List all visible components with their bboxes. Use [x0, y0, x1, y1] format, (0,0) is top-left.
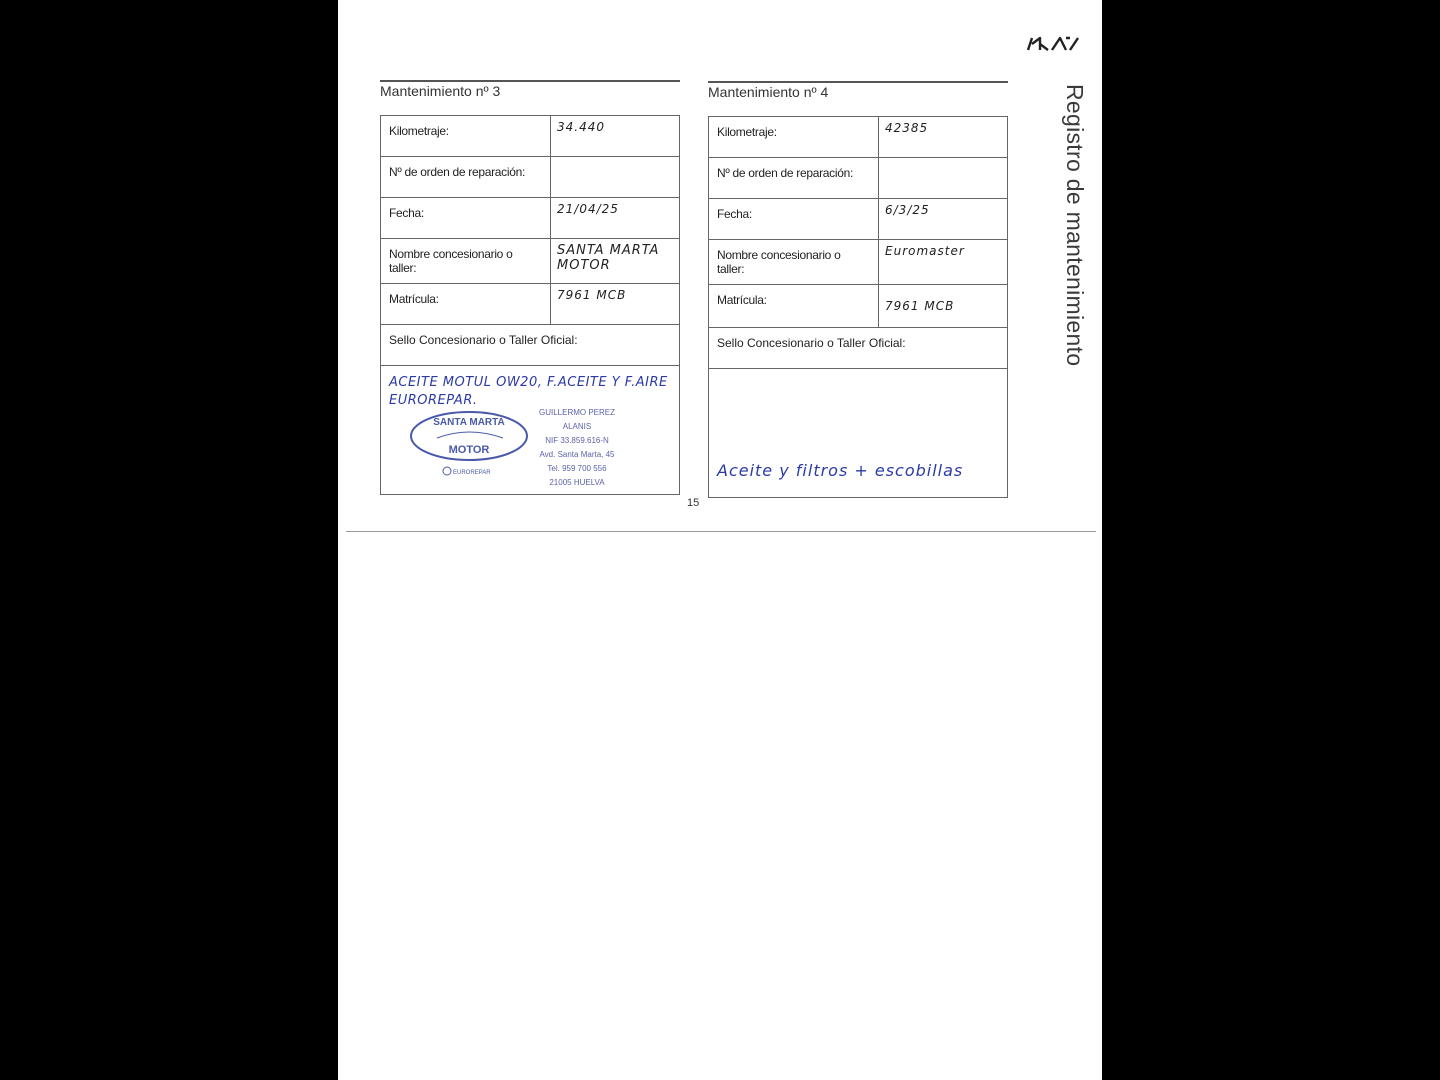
- field-value-orden: [551, 157, 680, 198]
- row-matricula: [381, 284, 680, 325]
- maintenance-form-table: [708, 116, 1008, 498]
- field-value-kilometraje: 42385: [879, 117, 1008, 158]
- field-label: Fecha:: [381, 198, 551, 239]
- page-number: 15: [687, 497, 700, 509]
- field-value-concesionario: Euromaster: [879, 240, 1008, 285]
- page-divider: [346, 531, 1096, 532]
- stamp-area: [381, 366, 680, 495]
- stamp-address-line: Tel. 959 700 556: [547, 464, 607, 473]
- stamp-bottom-text: MOTOR: [448, 444, 490, 456]
- field-value-concesionario: SANTA MARTA MOTOR: [551, 239, 680, 284]
- row-orden: [709, 158, 1008, 199]
- row-concesionario: [381, 239, 680, 284]
- row-sello: [709, 369, 1008, 498]
- field-label: Nombre concesionario o taller:: [381, 239, 551, 284]
- section-title: Mantenimiento nº 3: [380, 80, 680, 113]
- maintenance-section-4: [708, 81, 1008, 498]
- handwritten-note: Aceite y filtros + escobillas: [717, 461, 964, 480]
- field-label: Nº de orden de reparación:: [381, 157, 551, 198]
- row-concesionario: [709, 240, 1008, 285]
- stamp-address-line: 21005 HUELVA: [549, 478, 605, 487]
- dealer-stamp: [407, 408, 537, 478]
- row-fecha: [709, 199, 1008, 240]
- row-matricula: [709, 285, 1008, 328]
- row-fecha: [381, 198, 680, 239]
- stamp-address: [527, 406, 627, 490]
- field-label: Matrícula:: [709, 285, 879, 328]
- row-orden: [381, 157, 680, 198]
- field-label: Fecha:: [709, 199, 879, 240]
- field-value-orden: [879, 158, 1008, 199]
- field-label: Nº de orden de reparación:: [709, 158, 879, 199]
- row-kilometraje: [709, 117, 1008, 158]
- field-label: Kilometraje:: [709, 117, 879, 158]
- field-value-fecha: 21/04/25: [551, 198, 680, 239]
- field-value-kilometraje: 34.440: [551, 116, 680, 157]
- stamp-top-text: SANTA MARTA: [433, 417, 505, 428]
- stamp-address-line: NIF 33.859.616-N: [545, 436, 609, 445]
- stamp-label: Sello Concesionario o Taller Oficial:: [381, 325, 680, 366]
- field-value-matricula: 7961 MCB: [551, 284, 680, 325]
- stamp-label: Sello Concesionario o Taller Oficial:: [709, 328, 1008, 369]
- row-kilometraje: [381, 116, 680, 157]
- row-sello: [381, 366, 680, 495]
- document-page: [338, 0, 1102, 1080]
- stamp-address-line: GUILLERMO PEREZ ALANIS: [538, 408, 615, 431]
- stamp-brand: EUROREPAR: [453, 470, 491, 476]
- stamp-address-line: Avd. Santa Marta, 45: [539, 450, 615, 459]
- kia-logo: [1026, 34, 1080, 54]
- field-label: Matrícula:: [381, 284, 551, 325]
- field-value-fecha: 6/3/25: [879, 199, 1008, 240]
- row-sello-label: [381, 325, 680, 366]
- row-sello-label: [709, 328, 1008, 369]
- field-label: Kilometraje:: [381, 116, 551, 157]
- maintenance-form-table: [380, 115, 680, 495]
- maintenance-section-3: [380, 80, 680, 495]
- field-value-matricula: 7961 MCB: [879, 285, 1008, 328]
- field-label: Nombre concesionario o taller:: [709, 240, 879, 285]
- handwritten-note: ACEITE MOTUL OW20, F.ACEITE Y F.AIRE EUROREPAR.: [389, 375, 668, 408]
- stamp-area: [709, 369, 1008, 498]
- section-title: Mantenimiento nº 4: [708, 81, 1008, 114]
- side-title: Registro de mantenimiento: [1062, 84, 1088, 367]
